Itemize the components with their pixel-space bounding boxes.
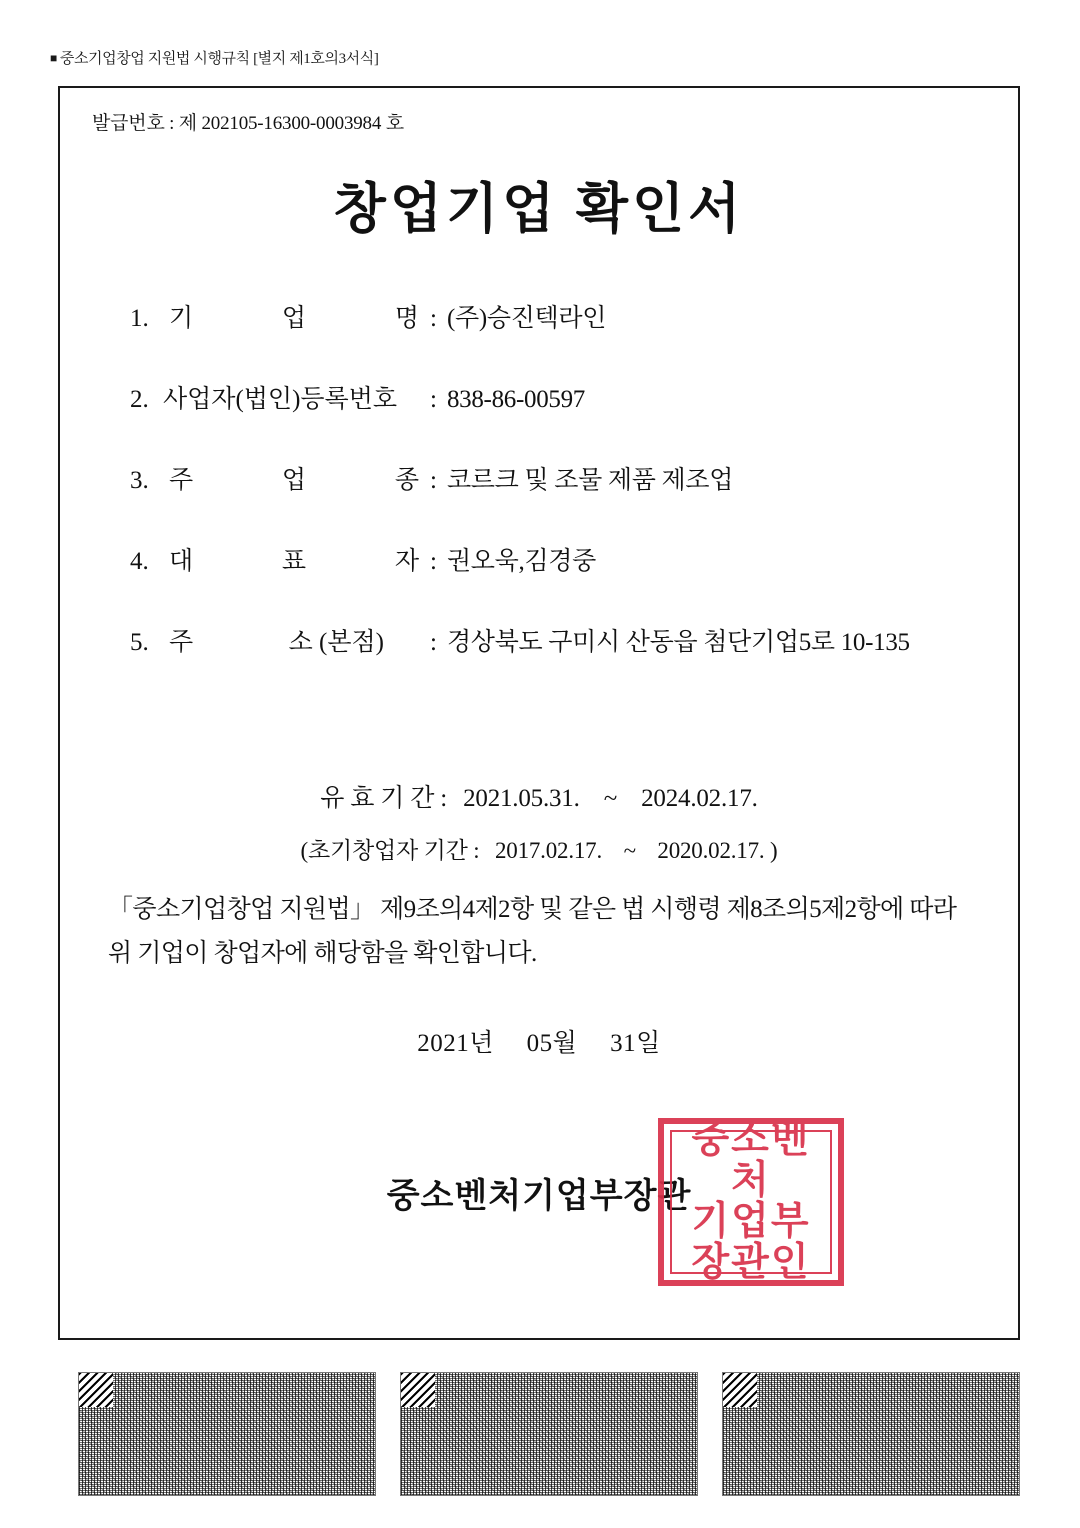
issue-day: 31일: [610, 1030, 661, 1057]
signature-block: [60, 1118, 1018, 1308]
field-value-business-number: 838-86-00597: [446, 386, 586, 413]
field-number: 4.: [130, 548, 149, 575]
validity-block: [60, 778, 1018, 865]
certificate-body: [58, 86, 1020, 1340]
security-barcode-1: [78, 1372, 376, 1496]
issue-year: 2021년: [417, 1030, 494, 1057]
field-row: [130, 460, 978, 496]
field-colon: :: [430, 467, 437, 494]
seal-line-1: 중소벤처: [691, 1118, 811, 1203]
seal-line-2: 기업부: [691, 1200, 811, 1243]
field-value-company-name: (주)승진텍라인: [446, 305, 607, 332]
field-number-and-label: 5. 주 소 (본점): [130, 622, 426, 658]
issue-month: 05월: [526, 1030, 578, 1057]
validity-sub-tilde: ~: [623, 838, 636, 863]
field-row: [130, 541, 978, 577]
validity-sub-line: [60, 832, 1018, 865]
issue-date: [60, 1023, 1018, 1059]
field-number: 1.: [130, 305, 149, 332]
bullet-marker: ■: [50, 51, 57, 65]
field-label: 주: [169, 629, 194, 656]
field-label: 사업자(법인)등록번호: [163, 386, 398, 413]
field-number-and-label: 1. 기 업 명: [130, 298, 426, 334]
strip-corner-marker-icon: [723, 1373, 757, 1407]
field-number-and-label: [130, 379, 426, 415]
field-number-and-label: 3. 주 업 종: [130, 460, 426, 496]
page-title: 창업기업 확인서: [333, 179, 745, 239]
official-seal: [658, 1118, 844, 1286]
form-code-text: 중소기업창업 지원법 시행규칙 [별지 제1호의3서식]: [59, 51, 379, 67]
seal-line-3: 장관인: [691, 1240, 811, 1284]
validity-start: 2021.05.31.: [463, 785, 580, 812]
form-code-line: [50, 47, 378, 68]
security-strip-row: [0, 1372, 1080, 1502]
field-label: 기: [169, 305, 194, 332]
strip-corner-marker-icon: [79, 1373, 113, 1407]
security-barcode-3: [722, 1372, 1020, 1496]
validity-end: 2024.02.17.: [641, 785, 758, 812]
field-colon: :: [430, 548, 437, 575]
field-value-main-industry: 코르크 및 조물 제품 제조업: [446, 467, 734, 494]
legal-statement: 「중소기업창업 지원법」 제9조의4제2항 및 같은 법 시행령 제8조의5제2항에 따라 위 기업이 창업자에 해당함을 확인합니다.: [108, 896, 957, 967]
validity-sub-end: 2020.02.17. ): [657, 838, 778, 863]
security-barcode-2: [400, 1372, 698, 1496]
field-value-representative: 권오욱,김경중: [446, 548, 597, 575]
field-number: 2.: [130, 386, 149, 413]
validity-main-line: [60, 778, 1018, 814]
validity-sub-label: (초기창업자 기간 :: [300, 838, 480, 863]
field-colon: :: [430, 386, 437, 413]
field-number-and-label: 4. 대 표 자: [130, 541, 426, 577]
field-label: 주: [169, 467, 194, 494]
validity-sub-start: 2017.02.17.: [494, 838, 603, 863]
field-row: [130, 622, 978, 658]
field-row: [130, 298, 978, 334]
field-list: [130, 298, 978, 703]
field-number: 5.: [130, 629, 149, 656]
field-colon: :: [430, 305, 437, 332]
issue-number: 발급번호 : 제 202105-16300-0003984 호: [92, 113, 404, 134]
validity-label: 유 효 기 간 :: [320, 785, 448, 812]
strip-corner-marker-icon: [401, 1373, 435, 1407]
validity-tilde: ~: [603, 785, 618, 812]
field-row: [130, 379, 978, 415]
field-label: 대: [169, 548, 194, 575]
field-value-address: 경상북도 구미시 산동읍 첨단기업5로 10-135: [446, 629, 910, 656]
field-colon: :: [430, 629, 437, 656]
field-number: 3.: [130, 467, 149, 494]
issuing-authority: 중소벤처기업부장관: [386, 1178, 692, 1215]
